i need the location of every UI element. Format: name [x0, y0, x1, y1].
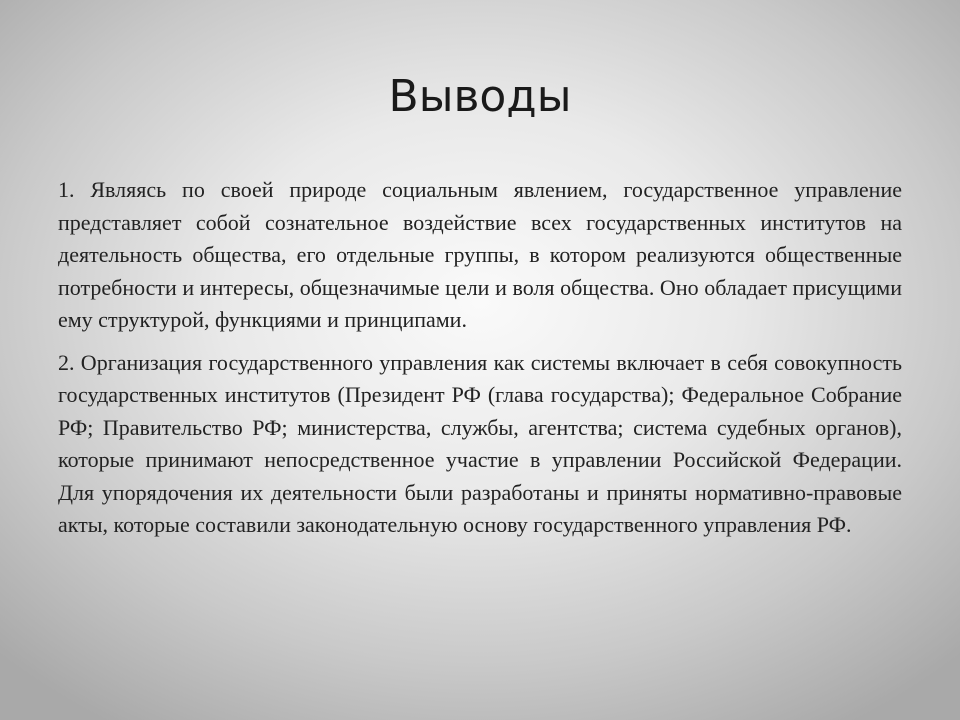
slide-body — [58, 174, 902, 542]
slide-title: Выводы — [388, 71, 572, 122]
paragraph-1: 1. Являясь по своей природе социальным явлением, государственное управление представляет собой сознательное воздействие всех государственных институтов на деятельность общества, его отдельные группы, в котором реализуются общественные потребности и интересы, общезначимые цели и воля общества. Оно обладает присущими ему структурой, функциями и принципами. — [58, 177, 902, 332]
paragraph-2: 2. Организация государственного управления как системы включает в себя совокупность государственных институтов (Президент РФ (глава государства); Федеральное Собрание РФ; Правительство РФ; министерства, службы, агентства; система судебных органов), которые принимают непосредственное участие в управлении Российской Федерации. Для упорядочения их деятельности были разработаны и приняты нормативно-правовые акты, которые составили законодательную основу государственного управления РФ. — [58, 349, 902, 537]
